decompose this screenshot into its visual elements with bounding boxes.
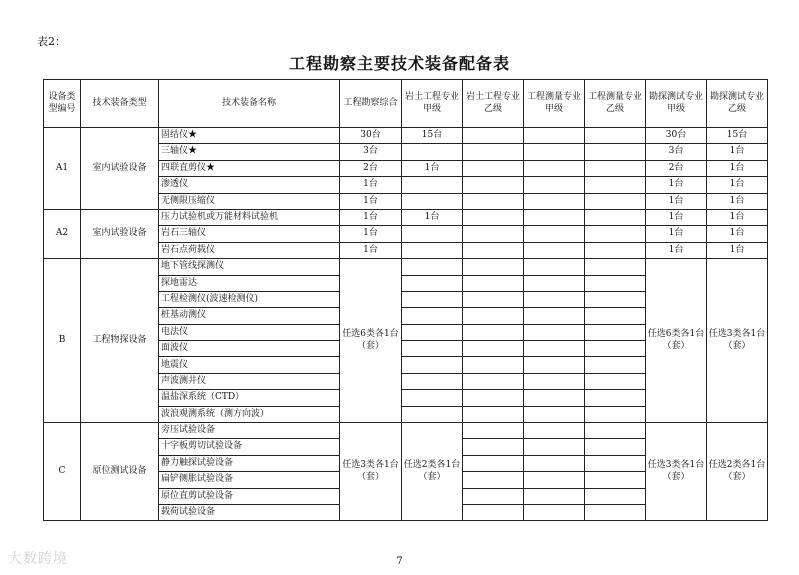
cell-value [463,357,524,373]
equipment-name: 载荷试验设备 [159,504,340,520]
cell-value: 1台 [646,193,707,209]
equipment-name: 十字板剪切试验设备 [159,439,340,455]
header-type-code: 设备类型编号 [44,80,81,128]
equipment-name: 扁铲侧胀试验设备 [159,472,340,488]
cell-value [524,144,585,160]
cell-value [402,259,463,275]
equipment-name: 声波测井仪 [159,373,340,389]
cell-value [463,259,524,275]
cell-value [585,406,646,422]
cell-value [524,357,585,373]
cell-value [524,226,585,242]
equipment-name: 原位直剪试验设备 [159,488,340,504]
cell-value [585,128,646,144]
cell-value [524,455,585,471]
cell-value [524,504,585,520]
header-equipment-type: 技术装备类型 [81,80,159,128]
cell-value [463,373,524,389]
cell-value [524,128,585,144]
cell-value [463,390,524,406]
equipment-name: 波浪观测系统（测方向波） [159,406,340,422]
cell-value [463,406,524,422]
equipment-name: 桩基动测仪 [159,308,340,324]
cell-value [524,242,585,258]
cell-value [585,259,646,275]
cell-value [402,324,463,340]
cell-value: 3台 [340,144,402,160]
cell-value [585,144,646,160]
cell-value: 1台 [707,144,768,160]
cell-value [524,291,585,307]
equipment-name: 三轴仪★ [159,144,340,160]
header-geotech-a: 岩土工程专业甲级 [402,80,463,128]
cell-value [402,390,463,406]
cell-value: 1台 [646,226,707,242]
cell-value: 3台 [646,144,707,160]
cell-value: 1台 [340,193,402,209]
cell-value [585,357,646,373]
cell-value: 1台 [707,209,768,225]
cell-value [585,455,646,471]
table-row [44,209,768,225]
cell-value: 1台 [340,209,402,225]
cell-value [463,341,524,357]
cell-value: 1台 [340,242,402,258]
cell-value [585,341,646,357]
cell-value [585,308,646,324]
cell-value: 30台 [340,128,402,144]
cell-value [463,177,524,193]
equipment-name: 探地雷达 [159,275,340,291]
cell-value [402,226,463,242]
cell-value: 1台 [646,209,707,225]
table-row [44,128,768,144]
header-exploration-b: 勘探测试专业乙级 [707,80,768,128]
group-type: 室内试验设备 [81,128,159,210]
cell-value [463,423,524,439]
cell-value: 2台 [646,160,707,176]
cell-value [402,357,463,373]
cell-value [402,406,463,422]
cell-value [524,193,585,209]
page-number: 7 [396,556,403,567]
equipment-name: 压力试验机或万能材料试验机 [159,209,340,225]
header-surveying-b: 工程测量专业乙级 [585,80,646,128]
cell-value [585,390,646,406]
cell-value [524,390,585,406]
cell-value [524,259,585,275]
table-header-row [44,80,768,128]
cell-value [585,242,646,258]
cell-value [524,209,585,225]
cell-value: 1台 [646,177,707,193]
cell-value [402,144,463,160]
equipment-name: 地震仪 [159,357,340,373]
table-row [44,259,768,275]
header-surveying-a: 工程测量专业甲级 [524,80,585,128]
cell-value [524,177,585,193]
cell-value [585,209,646,225]
cell-value [585,291,646,307]
merged-requirement-exploration-b: 任选2类各1台（套） [707,423,768,521]
group-type: 室内试验设备 [81,209,159,258]
cell-value [524,308,585,324]
cell-value [585,504,646,520]
cell-value [463,455,524,471]
merged-requirement-exploration-b: 任选3类各1台（套） [707,259,768,423]
table-label: 表2： [37,35,66,48]
cell-value [402,373,463,389]
equipment-name: 电法仪 [159,324,340,340]
equipment-name: 固结仪★ [159,128,340,144]
cell-value [463,160,524,176]
cell-value: 1台 [340,226,402,242]
cell-value [463,209,524,225]
cell-value: 1台 [707,226,768,242]
cell-value [463,488,524,504]
equipment-name: 渗透仪 [159,177,340,193]
cell-value: 1台 [340,177,402,193]
table-row [44,423,768,439]
group-code: B [44,259,81,423]
equipment-name: 四联直剪仪★ [159,160,340,176]
cell-value [524,406,585,422]
group-code: C [44,423,81,521]
cell-value [463,242,524,258]
cell-value [585,324,646,340]
cell-value [463,504,524,520]
cell-value [585,373,646,389]
cell-value [524,324,585,340]
equipment-name: 地下管线探测仪 [159,259,340,275]
merged-requirement-exploration-a: 任选3类各1台（套） [646,423,707,521]
cell-value: 30台 [646,128,707,144]
cell-value [524,373,585,389]
cell-value: 1台 [402,209,463,225]
equipment-name: 静力触探试验设备 [159,455,340,471]
page-title: 工程勘察主要技术装备配备表 [288,54,510,73]
cell-value [585,177,646,193]
cell-value: 15台 [707,128,768,144]
cell-value [585,275,646,291]
equipment-name: 岩石点荷载仪 [159,242,340,258]
cell-value [524,275,585,291]
cell-value [463,275,524,291]
header-equipment-name: 技术装备名称 [159,80,340,128]
cell-value: 1台 [707,177,768,193]
cell-value [585,226,646,242]
cell-value [585,423,646,439]
merged-requirement-geotech-a: 任选2类各1台（套） [402,423,463,521]
cell-value [585,439,646,455]
cell-value: 15台 [402,128,463,144]
equipment-name: 温盐深系统（CTD） [159,390,340,406]
cell-value [463,472,524,488]
cell-value [524,423,585,439]
cell-value [402,308,463,324]
cell-value [402,242,463,258]
cell-value [524,488,585,504]
group-type: 原位测试设备 [81,423,159,521]
merged-requirement-comprehensive: 任选6类各1台（套） [340,259,402,423]
equipment-name: 工程检测仪(波速检测仪) [159,291,340,307]
cell-value: 2台 [340,160,402,176]
group-type: 工程物探设备 [81,259,159,423]
cell-value [524,472,585,488]
cell-value [463,324,524,340]
equipment-table [43,79,768,521]
header-exploration-a: 勘探测试专业甲级 [646,80,707,128]
merged-requirement-exploration-a: 任选6类各1台（套） [646,259,707,423]
merged-requirement-comprehensive: 任选3类各1台（套） [340,423,402,521]
cell-value [463,308,524,324]
cell-value [463,291,524,307]
equipment-name: 无侧限压缩仪 [159,193,340,209]
cell-value [585,488,646,504]
equipment-name: 岩石三轴仪 [159,226,340,242]
watermark-logo: 大数跨境 [8,551,68,567]
cell-value [402,341,463,357]
cell-value: 1台 [707,193,768,209]
cell-value [524,439,585,455]
cell-value [402,177,463,193]
cell-value [585,160,646,176]
cell-value [402,291,463,307]
cell-value [524,160,585,176]
cell-value [402,193,463,209]
cell-value: 1台 [707,242,768,258]
equipment-name: 旁压试验设备 [159,423,340,439]
cell-value [463,144,524,160]
cell-value [463,128,524,144]
cell-value [585,472,646,488]
cell-value: 1台 [707,160,768,176]
cell-value [463,226,524,242]
group-code: A2 [44,209,81,258]
cell-value [402,275,463,291]
cell-value [585,193,646,209]
header-geotech-b: 岩土工程专业乙级 [463,80,524,128]
cell-value: 1台 [402,160,463,176]
cell-value [524,341,585,357]
cell-value: 1台 [646,242,707,258]
equipment-name: 面波仪 [159,341,340,357]
cell-value [463,193,524,209]
header-comprehensive: 工程勘察综合 [340,80,402,128]
group-code: A1 [44,128,81,210]
cell-value [463,439,524,455]
